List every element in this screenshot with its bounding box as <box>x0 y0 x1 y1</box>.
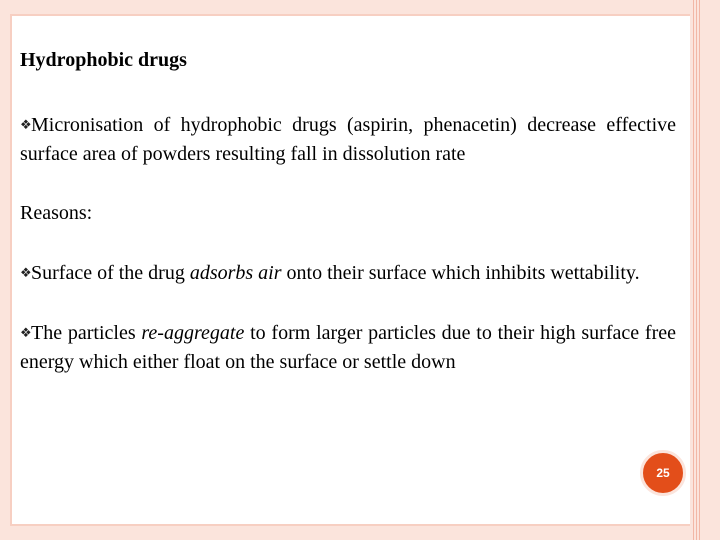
border-left-line <box>10 16 12 524</box>
bullet-surface <box>20 258 676 288</box>
bullet-reaggregate-emphasis: re-aggregate <box>141 322 245 344</box>
slide-title: Hydrophobic drugs <box>20 49 187 71</box>
reasons-label: Reasons: <box>20 202 93 224</box>
bullet-surface-pre: Surface of the drug <box>31 262 190 284</box>
page-number-badge <box>640 450 686 496</box>
border-bottom-line <box>0 524 690 526</box>
slide-content <box>20 42 676 377</box>
bullet-micronisation-text: Micronisation of hydrophobic drugs (aspirin, phenacetin) decrease effective surface area of powders resulting fall in dissolution rate <box>20 114 676 165</box>
bullet-reaggregate-pre: The particles <box>31 322 142 344</box>
bullet-surface-emphasis: adsorbs air <box>189 262 282 284</box>
page-number: 25 <box>656 466 670 480</box>
diamond-bullet-icon: ❖ <box>20 325 32 340</box>
border-top-line <box>0 14 690 16</box>
right-strip-line <box>699 0 700 540</box>
right-strip-line <box>696 0 697 540</box>
diamond-bullet-icon: ❖ <box>20 117 32 132</box>
right-strip-line <box>693 0 694 540</box>
right-decor-strip <box>690 0 720 540</box>
border-left <box>0 0 10 540</box>
bullet-reaggregate-post: to form larger particles due to their high surface free energy which either float on the surface or settle down <box>20 322 676 373</box>
border-top <box>0 0 720 14</box>
bullet-reaggregate <box>20 318 676 377</box>
diamond-bullet-icon: ❖ <box>20 265 32 280</box>
bullet-micronisation <box>20 110 676 169</box>
bullet-surface-post: onto their surface which inhibits wettability. <box>281 262 640 284</box>
border-bottom <box>0 526 720 540</box>
